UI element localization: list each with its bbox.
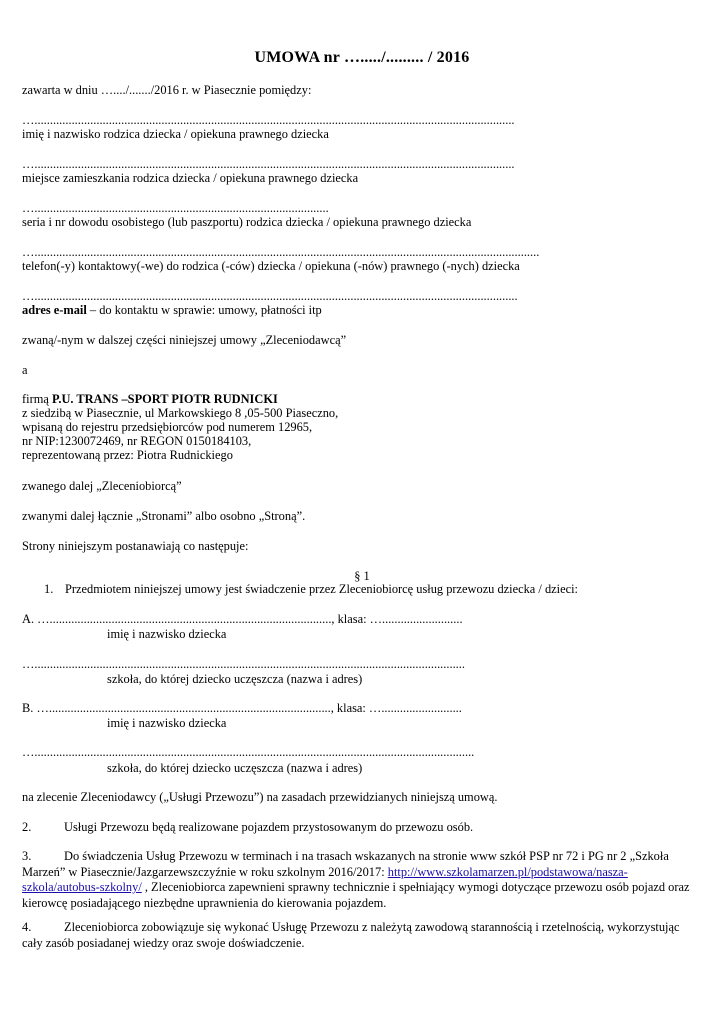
email-rest: – do kontaktu w sprawie: umowy, płatności itp [86,303,322,317]
point-3-text-b: , Zleceniobiorca zapewnieni sprawny technicznie i spełniający wymogi dotyczące przewozu osób pojazd oraz kierowcę posiadającego niezbędne uprawnienia do kierowania pojazdem. [22,880,690,910]
point-1-text: Przedmiotem niniejszej umowy jest świadczenie przez Zleceniobiorcę usług przewozu dziecka / dzieci: [65,582,578,596]
firm-name-line [22,392,278,406]
firm-nip-regon: nr NIP:1230072469, nr REGON 0150184103, [22,434,252,448]
point-3-number: 3. [22,849,32,863]
zwanego-line: zwanego dalej „Zleceniobiorcą” [22,479,182,493]
zwanymi-line: zwanymi dalej łącznie „Stronami” albo osobno „Stroną”. [22,509,306,523]
child-a-line: A. …..........................................................................................., klasa: ….......................... [22,612,463,626]
point-1-number: 1. [44,582,54,596]
child-b-school-dots: ….............................................................................................................................................. [22,745,475,759]
firm-name: P.U. TRANS –SPORT PIOTR RUDNICKI [51,392,278,406]
point-2 [22,820,473,834]
document-title: UMOWA nr …...../......... / 2016 [254,49,470,66]
parent-id-label: seria i nr dowodu osobistego (lub paszportu) rodzica dziecka / opiekuna prawnego dziecka [22,215,472,229]
child-a-school-label: szkoła, do której dziecko uczęszcza (nazwa i adres) [107,672,363,686]
child-a-school-dots: …........................................................................................................................................... [22,657,465,671]
parent-phone-label: telefon(-y) kontaktowy(-we) do rodzica (-ców) dziecka / opiekuna (-nów) prawnego (-nych) dziecka [22,259,520,273]
parent-name-dots: …........................................................................................................................................................... [22,113,515,127]
child-b-line: B. …..........................................................................................., klasa: ….......................... [22,701,462,715]
child-b-school-label: szkoła, do której dziecko uczęszcza (nazwa i adres) [107,761,363,775]
child-a-name-label: imię i nazwisko dziecka [107,627,227,641]
parent-phone-dots: …................................................................................................................................................................... [22,245,540,259]
strony-line: Strony niniejszym postanawiają co następuje: [22,539,249,553]
a-line: a [22,363,28,377]
email-bold: adres e-mail [22,303,87,317]
parent-address-dots: …........................................................................................................................................................... [22,157,515,171]
child-b-name-label: imię i nazwisko dziecka [107,716,227,730]
point-2-number: 2. [22,820,32,834]
intro-line: zawarta w dniu …..../......./2016 r. w Piasecznie pomiędzy: [22,83,312,97]
parent-id-dots: …............................................................................................... [22,201,329,215]
parent-address-label: miejsce zamieszkania rodzica dziecka / opiekuna prawnego dziecka [22,171,359,185]
parent-email-dots: …............................................................................................................................................................ [22,289,518,303]
firm-representative: reprezentowaną przez: Piotra Rudnickiego [22,448,233,462]
parent-email-label [22,303,322,317]
section-heading: § 1 [354,569,370,583]
zwana-line: zwaną/-nym w dalszej części niniejszej umowy „Zleceniodawcą” [22,333,347,347]
parent-name-label: imię i nazwisko rodzica dziecka / opiekuna prawnego dziecka [22,127,329,141]
firm-seat: z siedzibą w Piasecznie, ul Markowskiego 8 ,05-500 Piaseczno, [22,406,339,420]
firm-prefix: firmą [22,392,52,406]
point-4 [22,920,702,951]
school-bus-link[interactable]: http://www.szkolamarzen.pl/podstawowa/nasza-szkola/autobus-szkolny/ [22,864,628,894]
zlecenie-line: na zlecenie Zleceniodawcy („Usługi Przewozu”) na zasadach przewidzianych niniejszą umową. [22,790,498,804]
firm-register: wpisaną do rejestru przedsiębiorców pod numerem 12965, [22,420,313,434]
point-2-text: Usługi Przewozu będą realizowane pojazdem przystosowanym do przewozu osób. [64,820,474,834]
point-4-number: 4. [22,920,32,934]
point-4-text: Zleceniobiorca zobowiązuje się wykonać Usługę Przewozu z należytą zawodową starannością i rzetelnością, wykorzystując cały zasób posiadanej wiedzy oraz swoje doświadczenie. [22,920,680,950]
point-3 [22,849,702,911]
point-3-text-a: Do świadczenia Usług Przewozu w terminach i na trasach wskazanych na stronie www szkół PSP nr 72 i PG nr 2 „Szkoła Marzeń” w Piasecznie/Jazgarzewszczyźnie w roku szkolnym 2016/2017: [22,849,669,879]
